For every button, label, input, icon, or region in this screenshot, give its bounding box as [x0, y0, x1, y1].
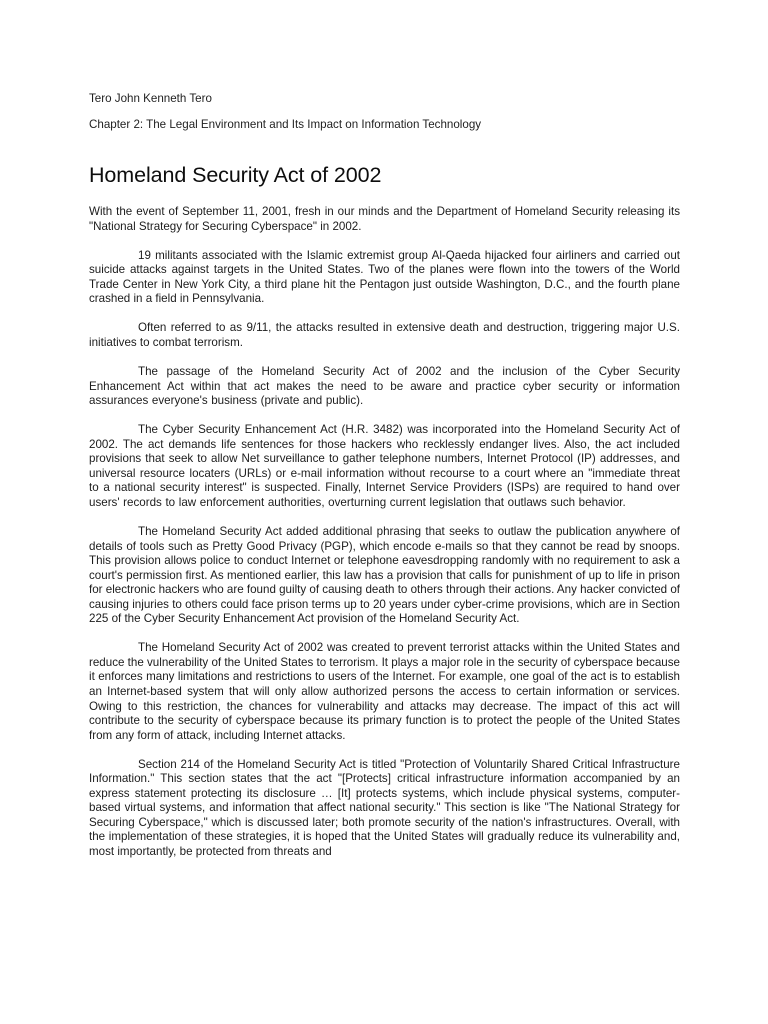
- paragraph-intro: With the event of September 11, 2001, fresh in our minds and the Department of Homeland Security releasing its "National Strategy for Securing Cyberspace" in 2002.: [89, 205, 680, 233]
- paragraph-additional-phrasing: The Homeland Security Act added additional phrasing that seeks to outlaw the publication anywhere of details of tools such as Pretty Good Privacy (PGP), which encode e-mails so that they cannot be read by snoops. This provision allows police to conduct Internet or telephone eavesdropping randomly with no requirement to ask a court's permission first. As mentioned earlier, this law has a provision that calls for punishment of up to life in prison for electronic hackers who are found guilty of causing death to others through their actions. Any hacker convicted of causing injuries to others could face prison terms up to 20 years under cyber-crime provisions, which are in Section 225 of the Cyber Security Enhancement Act provision of the Homeland Security Act.: [89, 524, 680, 626]
- paragraph-created-to-prevent: The Homeland Security Act of 2002 was created to prevent terrorist attacks within the United States and reduce the vulnerability of the United States to terrorism. It plays a major role in the security of cyberspace because it enforces many limitations and restrictions to users of the Internet. For example, one goal of the act is to establish an Internet-based system that will only allow authorized persons the access to certain information or services. Owing to this restriction, the chances for vulnerability and attacks may decrease. The impact of this act will contribute to the security of cyberspace because its primary function is to protect the people of the United States from any form of attack, including Internet attacks.: [89, 641, 680, 742]
- chapter-subtitle: Chapter 2: The Legal Environment and Its Impact on Information Technology: [89, 117, 482, 131]
- author-byline: Tero John Kenneth Tero: [89, 92, 212, 105]
- page-title: Homeland Security Act of 2002: [89, 163, 382, 188]
- title-bottom-spacer: [89, 188, 680, 205]
- paragraph-cyber-security-enhancement-act: The Cyber Security Enhancement Act (H.R. 3482) was incorporated into the Homeland Security Act of 2002. The act demands life sentences for those hackers who recklessly endanger lives. Also, the act included provisions that seek to allow Net surveillance to gather telephone numbers, Internet Protocol (IP) addresses, and universal resource locaters (URLs) or e-mail information without recourse to a court where an "immediate threat to a national security interest" is suspected. Finally, Internet Service Providers (ISPs) are required to hand over users' records to law enforcement authorities, overturning current legislation that outlaws such behavior.: [89, 423, 680, 509]
- document-content: [89, 92, 680, 859]
- title-top-spacer: [89, 132, 680, 162]
- paragraph-section-214: Section 214 of the Homeland Security Act is titled "Protection of Voluntarily Shared Critical Infrastructure Information." This section states that the act "[Protects] critical infrastructure information accompanied by an express statement protecting its disclosure … [It] protects systems, which include physical systems, computer-based virtual systems, and information that affect national security." This section is like "The National Strategy for Securing Cyberspace," which is discussed later; both promote security of the nation's infrastructures. Overall, with the implementation of these strategies, it is hoped that the United States will gradually reduce its vulnerability and, most importantly, be protected from threats and: [89, 757, 680, 858]
- paragraph-nine-eleven: Often referred to as 9/11, the attacks resulted in extensive death and destruction, triggering major U.S. initiatives to combat terrorism.: [89, 321, 680, 350]
- paragraph-passage: The passage of the Homeland Security Act of 2002 and the inclusion of the Cyber Security Enhancement Act within that act makes the need to be aware and practice cyber security or information assurances everyone's business (private and public).: [89, 365, 680, 408]
- paragraph-militants: 19 militants associated with the Islamic extremist group Al-Qaeda hijacked four airliners and carried out suicide attacks against targets in the United States. Two of the planes were flown into the towers of the World Trade Center in New York City, a third plane hit the Pentagon just outside Washington, D.C., and the fourth plane crashed in a field in Pennsylvania.: [89, 248, 680, 306]
